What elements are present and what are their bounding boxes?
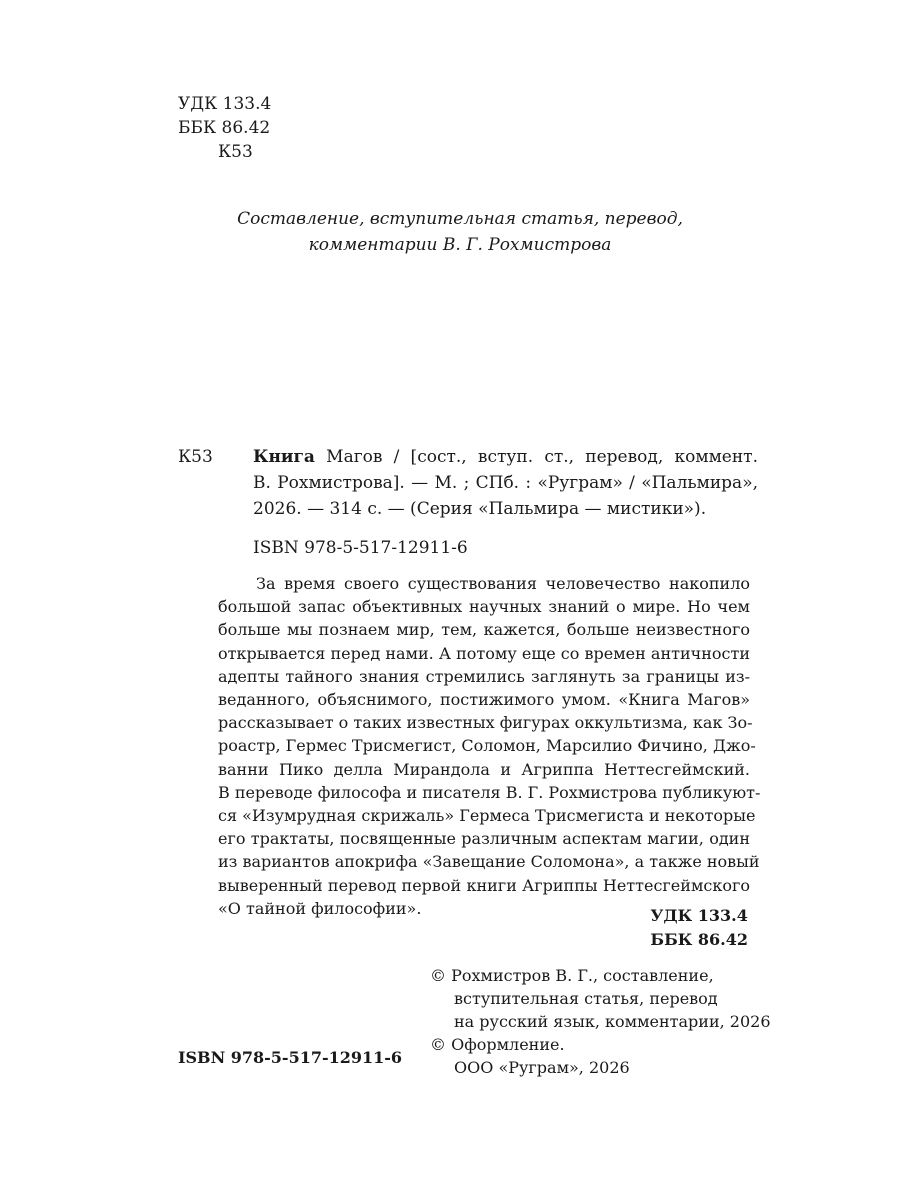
abstract-line: из вариантов апокрифа «Завещание Соломона», а также новый — [218, 852, 760, 872]
abstract-line: веданного, объяснимого, постижимого умом. «Книга Магов» — [218, 690, 750, 710]
copyright-notice — [430, 964, 771, 1079]
copyright-line-1: © Рохмистров В. Г., составление, — [430, 966, 714, 985]
abstract-line: ся «Изумрудная скрижаль» Гермеса Трисмегиста и некоторые — [218, 806, 756, 826]
record-author-mark: К53 — [178, 447, 213, 467]
abstract-line: роастр, Гермес Трисмегист, Соломон, Марсилио Фичино, Джо- — [218, 736, 756, 756]
copyright-line-5: ООО «Руграм», 2026 — [454, 1058, 630, 1077]
abstract-line: больше мы познаем мир, тем, кажется, больше неизвестного — [218, 620, 750, 640]
abstract-line: рассказывает о таких известных фигурах оккультизма, как Зо- — [218, 713, 753, 733]
bbk-code: ББК 86.42 — [178, 118, 271, 138]
udk-code-right: УДК 133.4 — [650, 906, 748, 925]
classification-codes — [178, 92, 271, 164]
abstract — [218, 572, 761, 920]
copyright-line-3: на русский язык, комментарии, 2026 — [454, 1012, 771, 1031]
record-line-3: 2026. — 314 с. — (Серия «Пальмира — мистики»). — [253, 499, 707, 519]
abstract-line: открывается перед нами. А потому еще со времен античности — [218, 643, 750, 663]
classification-codes-right — [650, 904, 748, 952]
abstract-line: За время своего существования человечество накопило — [256, 574, 750, 593]
abstract-line: большой запас объективных научных знаний о мире. Но чем — [218, 597, 750, 617]
bbk-code-right: ББК 86.42 — [650, 930, 748, 949]
abstract-line: «О тайной философии». — [218, 898, 422, 918]
copyright-line-4: © Оформление. — [430, 1035, 565, 1054]
abstract-line: В переводе философа и писателя В. Г. Рохмистрова публикуют- — [218, 782, 761, 802]
record-line-1-rest: Магов / [сост., вступ. ст., перевод, коммент. — [314, 447, 758, 467]
compiler-line-2: комментарии В. Г. Рохмистрова — [308, 235, 612, 255]
compiler-credit — [200, 206, 720, 258]
compiler-line-1: Составление, вступительная статья, перевод, — [237, 209, 683, 229]
record-line-2: В. Рохмистрова]. — М. ; СПб. : «Руграм» / «Пальмира», — [253, 473, 758, 493]
bibliographic-record — [178, 444, 758, 522]
abstract-line: его трактаты, посвященные различным аспектам магии, один — [218, 829, 750, 849]
abstract-line: адепты тайного знания стремились заглянуть за границы из- — [218, 666, 750, 686]
record-line-1 — [253, 444, 758, 470]
abstract-line: выверенный перевод первой книги Агриппы Неттесгеймского — [218, 875, 750, 895]
author-mark: К53 — [218, 142, 253, 162]
abstract-line: ванни Пико делла Мирандола и Агриппа Неттесгеймский. — [218, 759, 750, 779]
record-isbn: ISBN 978-5-517-12911-6 — [253, 538, 468, 558]
udk-code: УДК 133.4 — [178, 94, 272, 114]
copyright-line-2: вступительная статья, перевод — [454, 989, 718, 1008]
isbn-bottom: ISBN 978-5-517-12911-6 — [178, 1048, 403, 1067]
record-text — [253, 444, 758, 522]
record-title: Книга — [253, 447, 315, 467]
